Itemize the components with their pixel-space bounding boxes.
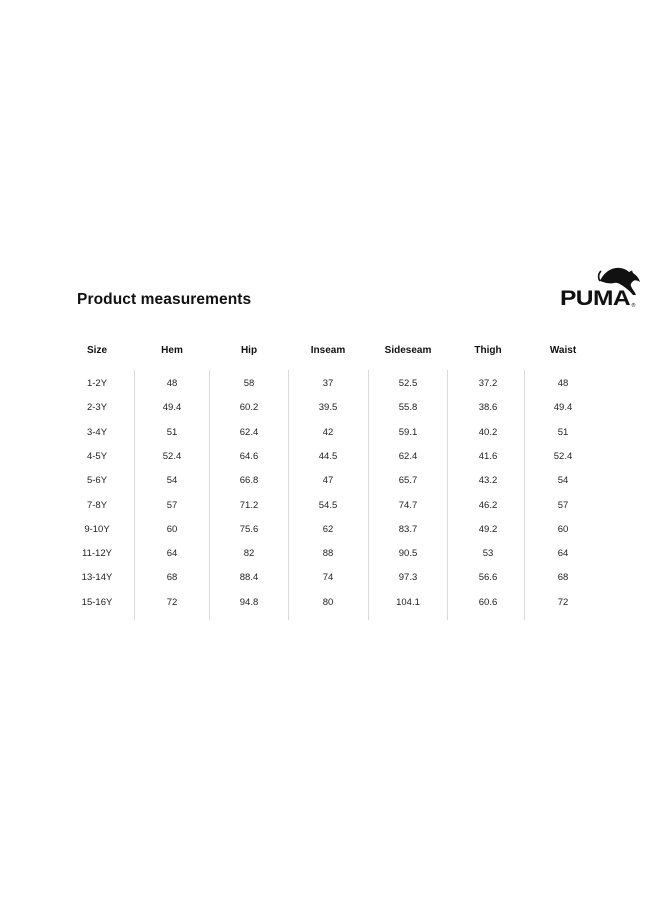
column-divider [524, 370, 525, 620]
hem-cell: 52.4 [162, 450, 182, 462]
hem-cell: 68 [166, 572, 178, 584]
waist-cell: 52.4 [553, 450, 573, 462]
column-header-thigh: Thigh [474, 345, 502, 356]
hip-cell: 60.2 [239, 402, 259, 414]
sideseam-cell: 55.8 [398, 402, 418, 414]
sideseam-cell: 104.1 [396, 596, 420, 608]
size-cell: 11-12Y [82, 548, 112, 560]
column-divider [368, 370, 369, 620]
thigh-cell: 56.6 [478, 572, 498, 584]
size-cell: 15-16Y [81, 596, 113, 608]
hip-cell: 62.4 [239, 426, 259, 438]
size-cell: 7-8Y [86, 499, 108, 511]
thigh-cell: 49.2 [478, 523, 498, 535]
column-divider [447, 370, 448, 620]
inseam-cell: 37 [322, 378, 334, 389]
column-header-hem: Hem [161, 345, 183, 356]
hem-cell: 64 [166, 548, 178, 560]
column-divider [209, 370, 210, 620]
size-cell: 5-6Y [86, 475, 108, 487]
column-header-size: Size [86, 345, 108, 356]
hem-cell: 48 [166, 378, 178, 389]
hip-cell: 94.8 [239, 596, 259, 608]
sideseam-cell: 74.7 [398, 499, 418, 511]
waist-cell: 57 [557, 499, 569, 511]
hip-cell: 71.2 [239, 499, 259, 511]
sideseam-cell: 83.7 [398, 523, 418, 535]
hem-cell: 60 [166, 523, 178, 535]
thigh-cell: 40.2 [478, 426, 498, 438]
hem-cell: 54 [166, 475, 178, 487]
page-title: Product measurements [77, 291, 252, 308]
column-header-waist: Waist [549, 345, 577, 356]
inseam-cell: 88 [322, 548, 334, 560]
column-header-sideseam: Sideseam [384, 345, 432, 356]
size-cell: 1-2Y [86, 378, 108, 389]
hem-cell: 72 [166, 596, 178, 608]
waist-cell: 54 [557, 475, 569, 487]
hip-cell: 58 [243, 378, 255, 389]
svg-text:PUMA: PUMA [560, 287, 631, 310]
sideseam-cell: 65.7 [398, 475, 418, 487]
inseam-cell: 80 [322, 596, 334, 608]
thigh-cell: 43.2 [478, 475, 498, 487]
waist-cell: 51 [557, 426, 569, 438]
inseam-cell: 42 [322, 426, 334, 438]
inseam-cell: 74 [322, 572, 334, 584]
waist-cell: 60 [557, 523, 569, 535]
hem-cell: 49.4 [162, 402, 182, 414]
waist-cell: 72 [557, 596, 569, 608]
size-cell: 2-3Y [86, 402, 108, 414]
thigh-cell: 53 [482, 548, 494, 560]
thigh-cell: 60.6 [478, 596, 498, 608]
thigh-cell: 41.6 [478, 450, 498, 462]
hip-cell: 75.6 [239, 523, 259, 535]
size-cell: 13-14Y [81, 572, 113, 584]
waist-cell: 68 [557, 572, 569, 584]
size-cell: 3-4Y [86, 426, 108, 438]
hem-cell: 57 [166, 499, 178, 511]
hip-cell: 66.8 [239, 475, 259, 487]
column-header-inseam: Inseam [310, 345, 346, 356]
inseam-cell: 54.5 [318, 499, 338, 511]
sideseam-cell: 52.5 [398, 378, 418, 389]
sideseam-cell: 90.5 [398, 548, 418, 560]
waist-cell: 49.4 [553, 402, 573, 414]
sideseam-cell: 97.3 [398, 572, 418, 584]
sideseam-cell: 59.1 [398, 426, 418, 438]
size-cell: 4-5Y [86, 450, 108, 462]
inseam-cell: 44.5 [318, 450, 338, 462]
thigh-cell: 38.6 [478, 402, 498, 414]
thigh-cell: 46.2 [478, 499, 498, 511]
waist-cell: 48 [557, 378, 569, 389]
hip-cell: 64.6 [239, 450, 259, 462]
hip-cell: 88.4 [239, 572, 259, 584]
column-divider [288, 370, 289, 620]
column-divider [134, 370, 135, 620]
column-header-hip: Hip [240, 345, 258, 356]
inseam-cell: 47 [322, 475, 334, 487]
sideseam-cell: 62.4 [398, 450, 418, 462]
inseam-cell: 39.5 [318, 402, 338, 414]
hem-cell: 51 [166, 426, 178, 438]
waist-cell: 64 [557, 548, 569, 560]
inseam-cell: 62 [322, 523, 334, 535]
thigh-cell: 37.2 [478, 378, 498, 389]
size-cell: 9-10Y [84, 523, 110, 535]
svg-text:®: ® [631, 303, 636, 309]
hip-cell: 82 [243, 548, 255, 560]
puma-logo [560, 264, 646, 310]
